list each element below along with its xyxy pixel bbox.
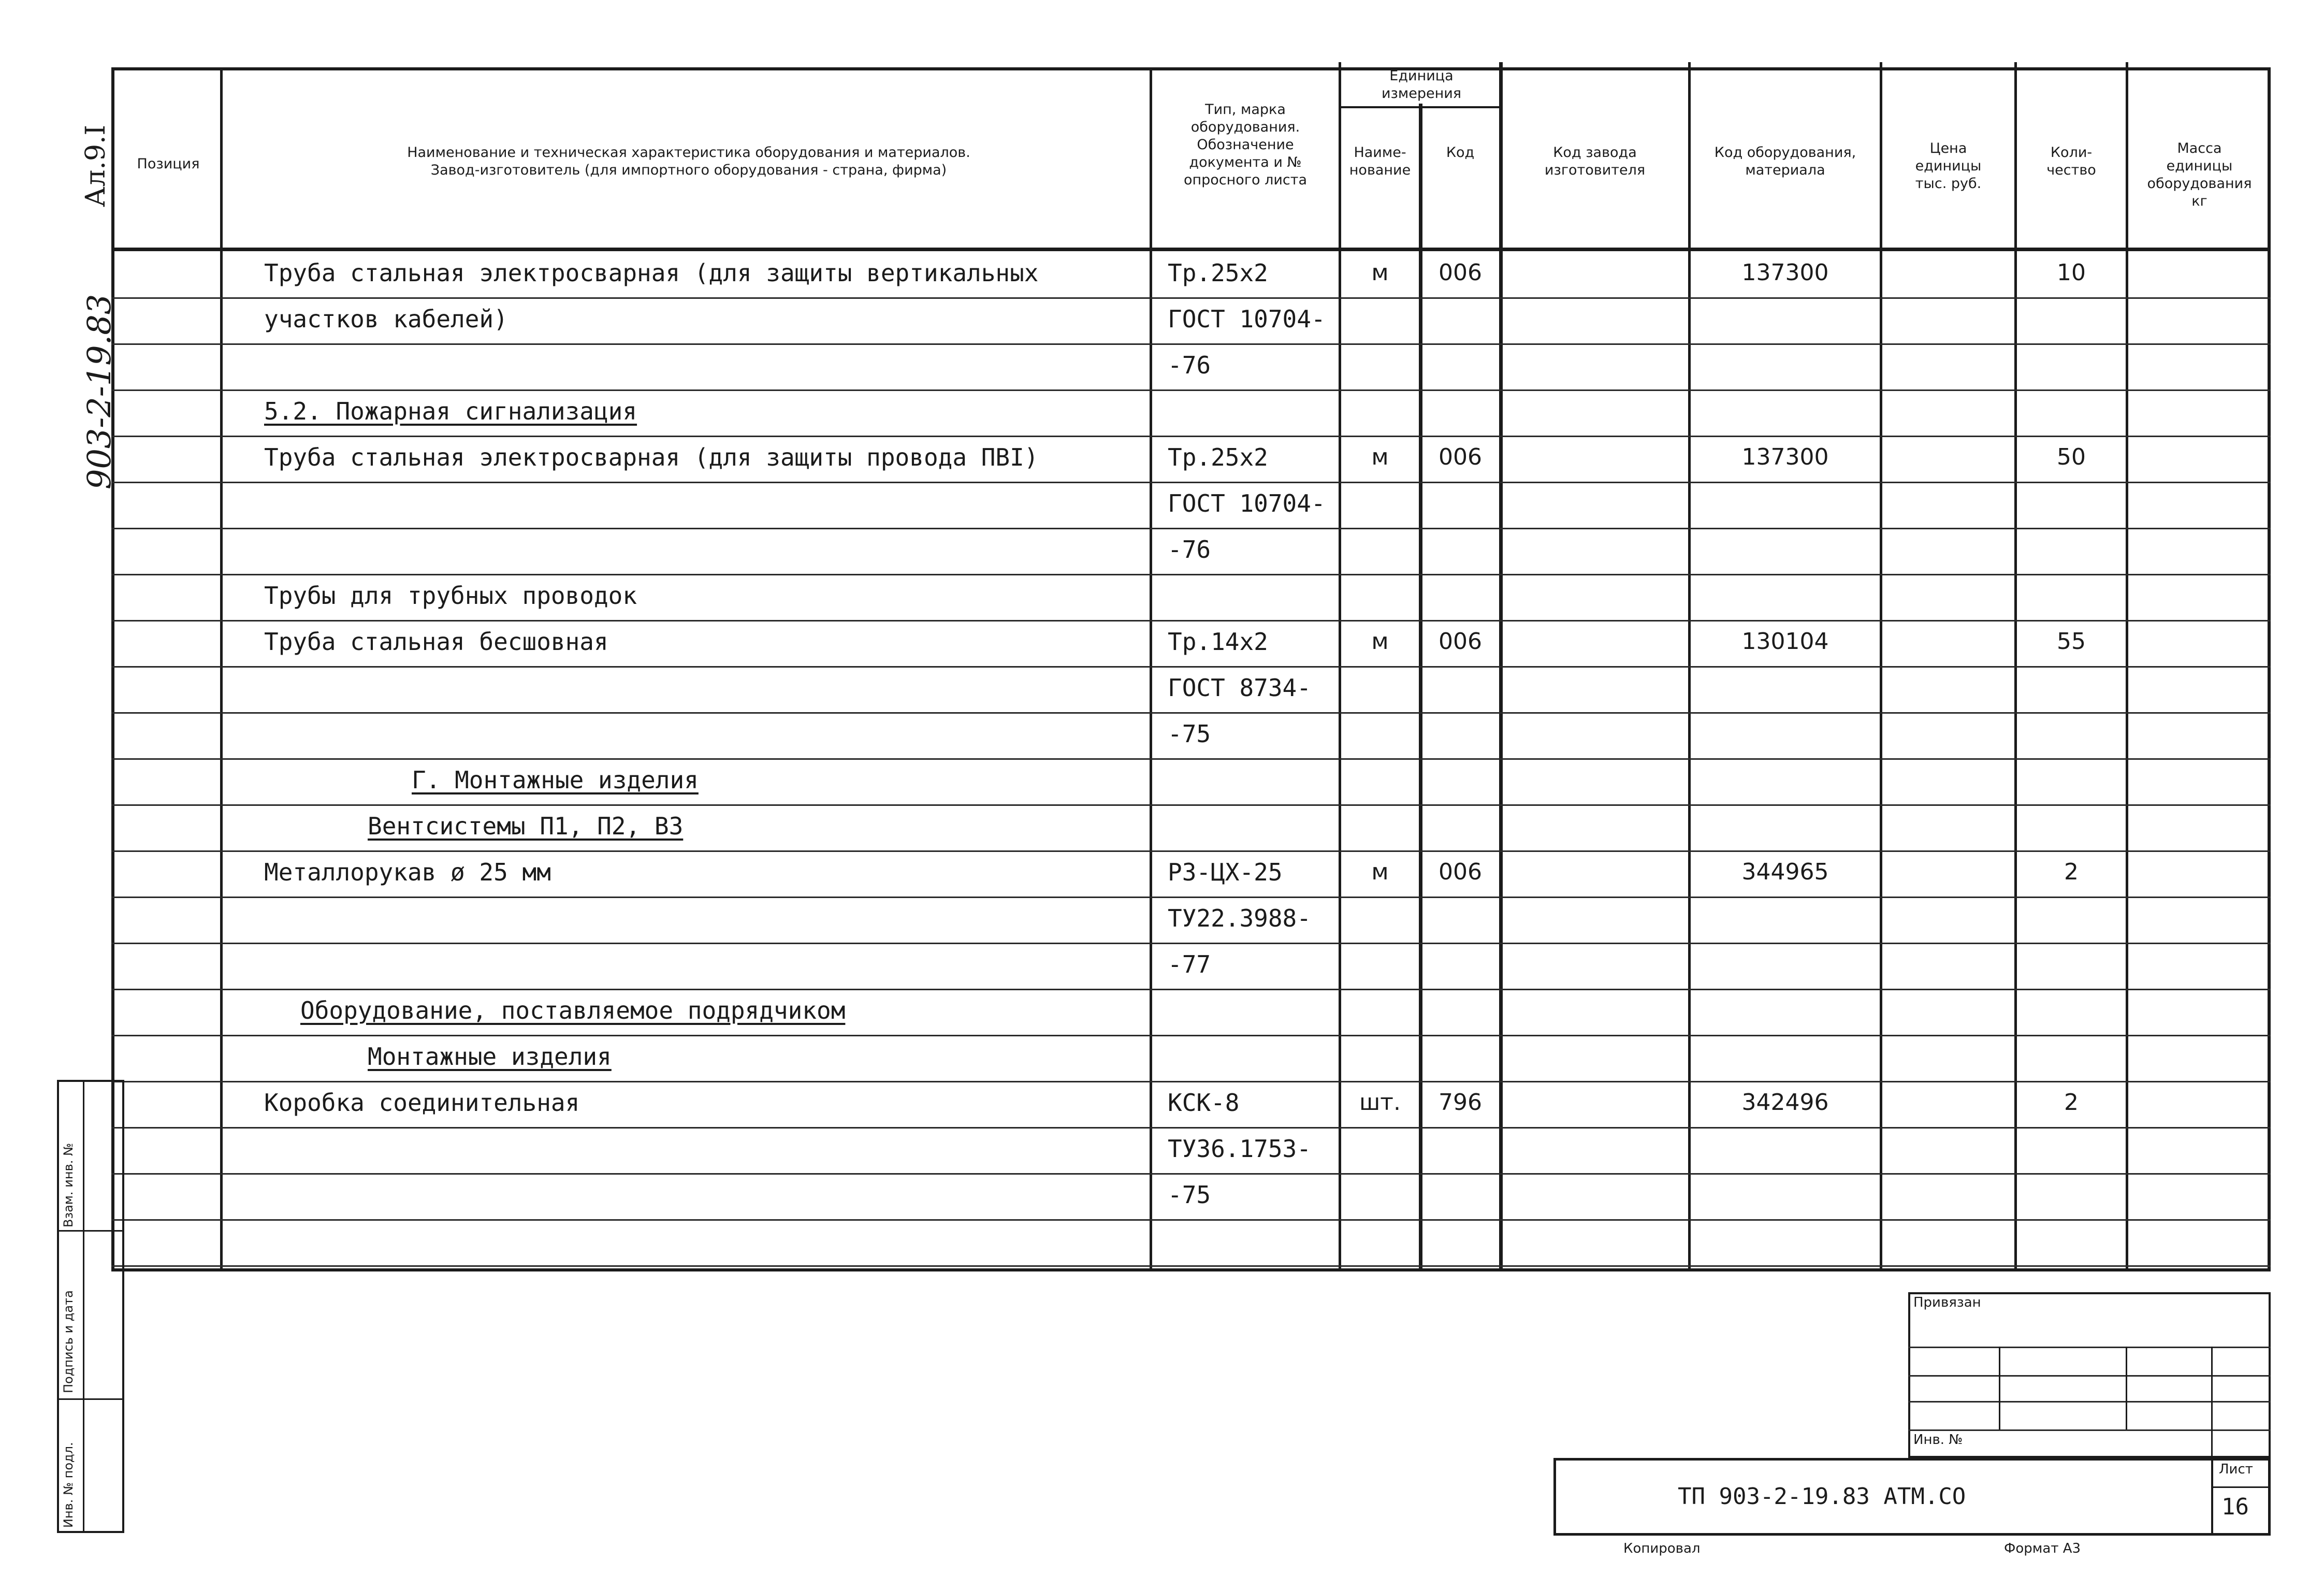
binding-line bbox=[1908, 1347, 2271, 1348]
cell-name: Металлорукав ø 25 мм bbox=[264, 858, 551, 886]
row-line bbox=[111, 804, 2271, 806]
header-separator bbox=[111, 248, 2271, 251]
sheet-label: Лист bbox=[2219, 1462, 2253, 1477]
cell-equip: 130104 bbox=[1741, 628, 1829, 655]
cell-name: 5.2. Пожарная сигнализация bbox=[264, 397, 637, 425]
cell-equip: 137300 bbox=[1741, 259, 1829, 286]
binding-line bbox=[1908, 1375, 2271, 1377]
cell-type: ГОСТ 8734- bbox=[1168, 674, 1311, 702]
row-line bbox=[111, 897, 2271, 898]
cell-name: Г. Монтажные изделия bbox=[412, 766, 699, 794]
cell-type: Р3-ЦХ-25 bbox=[1168, 858, 1283, 886]
cell-code: 006 bbox=[1439, 859, 1482, 885]
binding-line bbox=[1908, 1429, 2271, 1431]
cell-code: 006 bbox=[1439, 259, 1482, 286]
row-line bbox=[111, 943, 2271, 944]
cell-qty: 55 bbox=[2057, 628, 2086, 655]
row-line bbox=[111, 297, 2271, 299]
row-line bbox=[111, 436, 2271, 437]
header-equip-code: Код оборудования, материала bbox=[1714, 144, 1856, 178]
header-unit-code: Код bbox=[1446, 144, 1475, 161]
row-line bbox=[111, 389, 2271, 391]
header-unit-group: Единица измерения bbox=[1381, 68, 1462, 102]
cell-type: КСК-8 bbox=[1168, 1089, 1240, 1117]
title-block-line bbox=[2211, 1486, 2271, 1488]
cell-name: Трубы для трубных проводок bbox=[264, 582, 637, 610]
row-line bbox=[111, 989, 2271, 990]
header-maker-code: Код завода изготовителя bbox=[1544, 144, 1646, 178]
header-name: Наименование и техническая характеристика оборудования и материалов. Завод-изготовитель (для импортного оборудования - страна, фирма) bbox=[407, 144, 970, 178]
row-line bbox=[111, 712, 2271, 714]
cell-code: 006 bbox=[1439, 444, 1482, 470]
row-line bbox=[111, 482, 2271, 483]
cell-name: Вентсистемы П1, П2, В3 bbox=[368, 812, 684, 840]
row-line bbox=[111, 850, 2271, 852]
cell-code: 006 bbox=[1439, 628, 1482, 655]
side-stamp-field: Инв. № подл. bbox=[61, 1442, 76, 1528]
binding-col bbox=[2126, 1347, 2127, 1429]
cell-type: Тр.14х2 bbox=[1168, 628, 1268, 656]
cell-qty: 2 bbox=[2064, 1089, 2079, 1116]
cell-name: участков кабелей) bbox=[264, 305, 508, 333]
cell-name: Оборудование, поставляемое подрядчиком bbox=[300, 996, 846, 1024]
inv-label: Инв. № bbox=[1913, 1432, 1963, 1448]
col-line bbox=[1150, 67, 1152, 1271]
cell-type: -75 bbox=[1168, 1181, 1211, 1209]
copied-by: Копировал bbox=[1623, 1541, 1701, 1556]
side-stamp-divider bbox=[83, 1080, 84, 1533]
header-position: Позиция bbox=[137, 156, 200, 172]
cell-unit: м bbox=[1371, 628, 1389, 655]
doc-number: ТП 903-2-19.83 АТМ.СО bbox=[1678, 1483, 1966, 1510]
binding-line bbox=[1908, 1401, 2271, 1403]
cell-equip: 137300 bbox=[1741, 444, 1829, 470]
row-line bbox=[111, 1035, 2271, 1036]
header-price: Цена единицы тыс. руб. bbox=[1915, 140, 1982, 192]
cell-type: ГОСТ 10704- bbox=[1168, 305, 1326, 333]
cell-equip: 342496 bbox=[1741, 1089, 1829, 1116]
cell-type: ТУ22.3988- bbox=[1168, 904, 1311, 932]
header-unit-name: Наиме- нование bbox=[1349, 144, 1411, 178]
side-stamp-line bbox=[57, 1230, 124, 1232]
side-stamp-line bbox=[57, 1398, 124, 1400]
binding-col bbox=[1999, 1347, 2000, 1429]
sheet-ref-vertical: Ал.9.I bbox=[80, 124, 111, 207]
doc-code-vertical: 903-2-19.83 bbox=[80, 294, 118, 489]
row-line bbox=[111, 666, 2271, 668]
cell-type: Тр.25х2 bbox=[1168, 443, 1268, 471]
col-line bbox=[220, 67, 223, 1271]
cell-name: Труба стальная бесшовная bbox=[264, 628, 608, 656]
cell-type: -77 bbox=[1168, 950, 1211, 978]
binding-col bbox=[2211, 1347, 2213, 1458]
row-line bbox=[111, 343, 2271, 345]
paper-format: Формат А3 bbox=[2004, 1541, 2081, 1556]
binding-label: Привязан bbox=[1913, 1295, 1981, 1310]
cell-unit: м bbox=[1371, 444, 1389, 470]
row-line bbox=[111, 528, 2271, 529]
cell-equip: 344965 bbox=[1741, 859, 1829, 885]
row-line bbox=[111, 1219, 2271, 1221]
row-line bbox=[111, 1265, 2271, 1267]
cell-type: -75 bbox=[1168, 720, 1211, 748]
cell-type: -76 bbox=[1168, 536, 1211, 563]
cell-name: Монтажные изделия bbox=[368, 1043, 612, 1071]
cell-qty: 2 bbox=[2064, 859, 2079, 885]
cell-type: ГОСТ 10704- bbox=[1168, 489, 1326, 517]
cell-type: -76 bbox=[1168, 351, 1211, 379]
side-stamp-field: Подпись и дата bbox=[61, 1290, 76, 1393]
row-line bbox=[111, 620, 2271, 621]
row-line bbox=[111, 1173, 2271, 1175]
cell-name: Труба стальная электросварная (для защиты вертикальных bbox=[264, 259, 1039, 287]
cell-unit: м bbox=[1371, 859, 1389, 885]
sheet-number: 16 bbox=[2221, 1494, 2249, 1520]
cell-type: ТУ36.1753- bbox=[1168, 1135, 1311, 1163]
row-line bbox=[111, 758, 2271, 760]
row-line bbox=[111, 1127, 2271, 1129]
header-qty: Коли- чество bbox=[2046, 144, 2096, 178]
unit-group-line bbox=[1339, 106, 1502, 108]
cell-unit: м bbox=[1371, 259, 1389, 286]
cell-code: 796 bbox=[1439, 1089, 1482, 1116]
title-block-divider bbox=[2211, 1458, 2213, 1536]
cell-unit: шт. bbox=[1359, 1089, 1401, 1116]
cell-qty: 10 bbox=[2057, 259, 2086, 286]
header-type: Тип, марка оборудования. Обозначение документа и № опросного листа bbox=[1183, 102, 1308, 188]
cell-name: Труба стальная электросварная (для защиты провода ПВI) bbox=[264, 443, 1039, 471]
cell-qty: 50 bbox=[2057, 444, 2086, 470]
cell-type: Тр.25х2 bbox=[1168, 259, 1268, 287]
side-stamp-field: Взам. инв. № bbox=[61, 1143, 76, 1227]
cell-name: Коробка соединительная bbox=[264, 1089, 580, 1117]
row-line bbox=[111, 1081, 2271, 1082]
row-line bbox=[111, 574, 2271, 575]
header-mass: Масса единицы оборудования кг bbox=[2147, 140, 2252, 209]
